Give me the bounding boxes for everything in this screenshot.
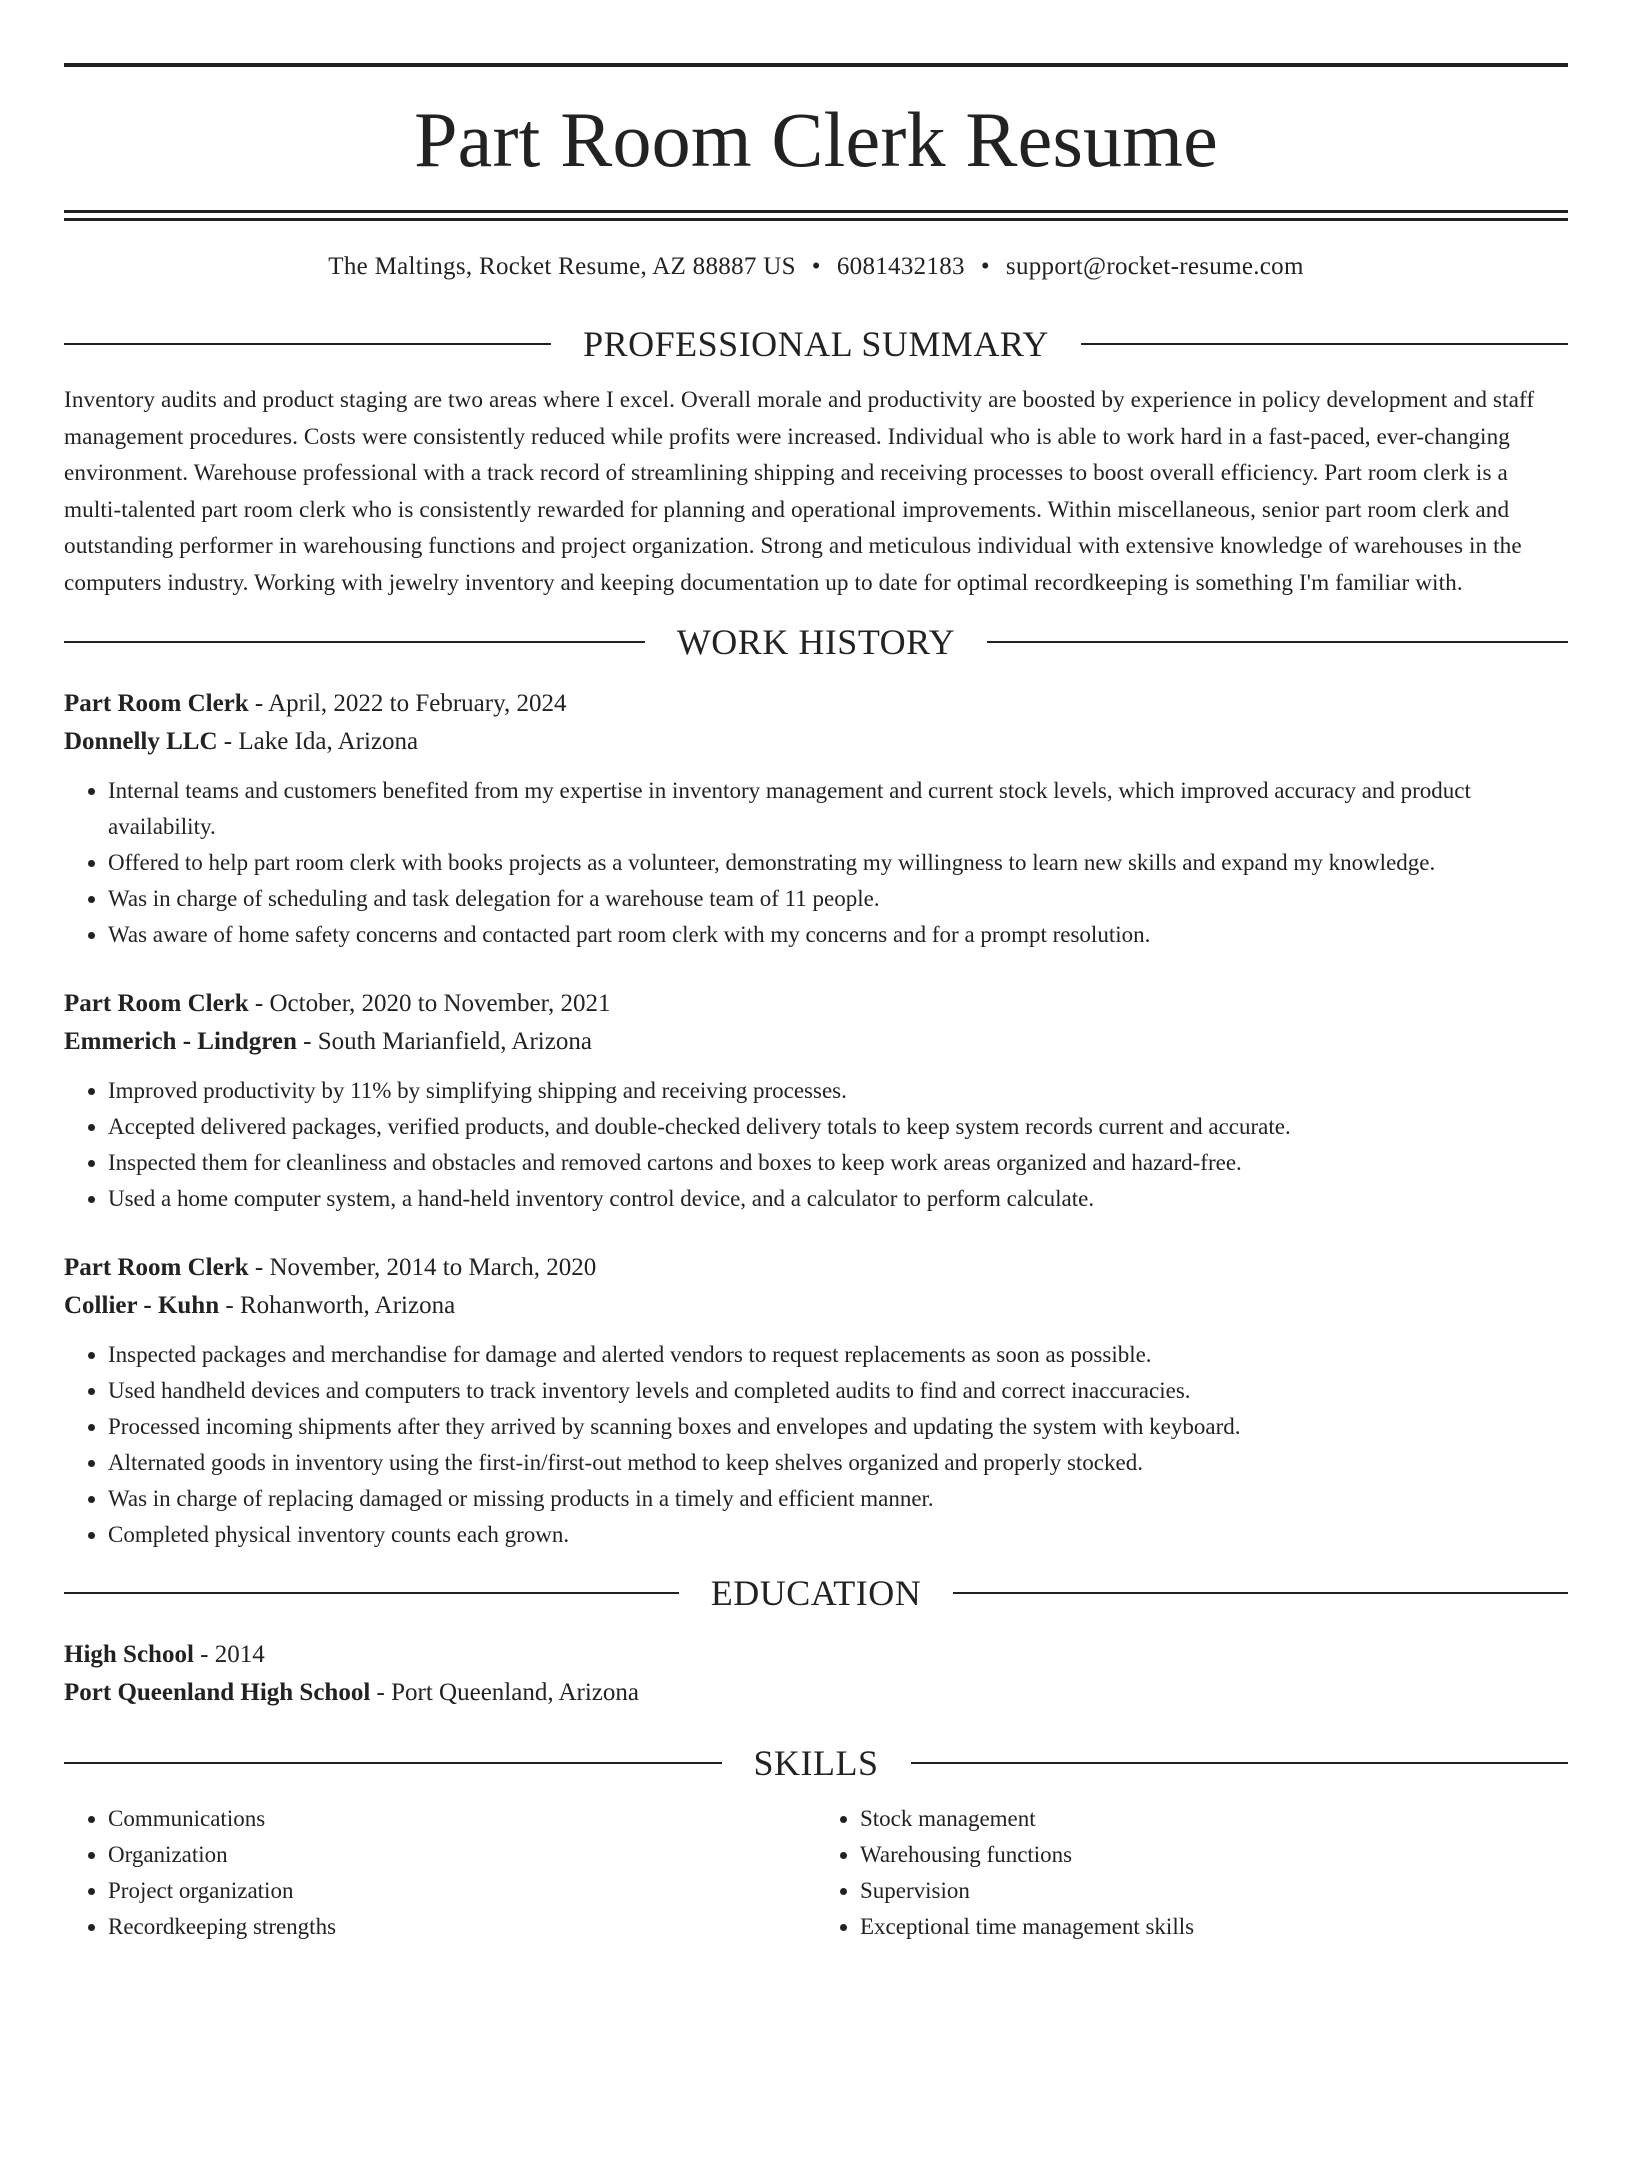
list-item: • Was aware of home safety concerns and contacted part room clerk with my concerns and for a prompt resolution.	[108, 917, 1568, 953]
contact-phone: 6081432183	[836, 253, 965, 280]
top-rule	[64, 63, 1568, 67]
section-header-work	[64, 624, 1568, 660]
summary-text: Inventory audits and product staging are two areas where I excel. Overall morale and productivity are boosted by experience in policy development and staff management procedures. Costs were consistently reduced while profits were increased. Individual who is able to work hard in a fast-paced, ever-changing environment. Warehouse professional with a track record of streamlining shipping and receiving processes to boost overall efficiency. Part room clerk is a multi-talented part room clerk who is consistently rewarded for planning and operational improvements. Within miscellaneous, senior part room clerk and outstanding performer in warehousing functions and project organization. Strong and meticulous individual with extensive knowledge of warehouses in the computers industry. Working with jewelry inventory and keeping documentation up to date for optimal recordkeeping is something I'm familiar with.	[64, 387, 1535, 596]
job-bullets	[64, 1337, 1568, 1553]
contact-separator: •	[811, 253, 821, 280]
page-title: Part Room Clerk Resume	[414, 96, 1218, 183]
list-item: • Stock management	[860, 1801, 1568, 1837]
job-dates: - April, 2022 to February, 2024	[248, 690, 567, 717]
list-item: • Exceptional time management skills	[860, 1909, 1568, 1945]
job-title-line	[64, 1249, 1568, 1287]
section-header-education	[64, 1575, 1568, 1611]
list-item: • Was in charge of scheduling and task delegation for a warehouse team of 11 people.	[108, 881, 1568, 917]
education-location: - Port Queenland, Arizona	[370, 1679, 639, 1706]
section-title: EDUCATION	[710, 1573, 922, 1613]
list-item: • Internal teams and customers benefited from my expertise in inventory management and current stock levels, which improved accuracy and product availability.	[108, 773, 1568, 845]
job-company-line	[64, 1287, 1568, 1325]
title-double-rule	[64, 210, 1568, 221]
section-header-skills	[64, 1745, 1568, 1781]
job-company: Emmerich - Lindgren	[64, 1028, 297, 1055]
section-rule	[64, 343, 551, 345]
job-company-line	[64, 1023, 1568, 1061]
job-company-line	[64, 723, 1568, 761]
education-degree-line	[64, 1636, 1568, 1674]
list-item: • Communications	[108, 1801, 816, 1837]
job-company: Donnelly LLC	[64, 728, 218, 755]
section-rule	[911, 1762, 1569, 1764]
education-entry	[64, 1636, 1568, 1712]
job-entry	[64, 985, 1568, 1217]
job-title: Part Room Clerk	[64, 690, 249, 717]
job-title: Part Room Clerk	[64, 1254, 249, 1281]
section-header-summary	[64, 326, 1568, 362]
list-item: • Completed physical inventory counts each grown.	[108, 1517, 1568, 1553]
contact-email[interactable]: support@rocket-resume.com	[1005, 253, 1304, 280]
job-dates: - November, 2014 to March, 2020	[248, 1254, 597, 1281]
section-rule	[64, 641, 645, 643]
list-item: • Project organization	[108, 1873, 816, 1909]
list-item: • Used handheld devices and computers to track inventory levels and completed audits to find and correct inaccuracies.	[108, 1373, 1568, 1409]
skills-list-right	[816, 1801, 1568, 1945]
education-school-line	[64, 1674, 1568, 1712]
job-location: - Rohanworth, Arizona	[219, 1292, 456, 1319]
list-item: • Was in charge of replacing damaged or missing products in a timely and efficient manner.	[108, 1481, 1568, 1517]
list-item: • Inspected them for cleanliness and obstacles and removed cartons and boxes to keep work areas organized and hazard-free.	[108, 1145, 1568, 1181]
job-location: - South Marianfield, Arizona	[296, 1028, 592, 1055]
job-entry	[64, 685, 1568, 953]
job-company: Collier - Kuhn	[64, 1292, 220, 1319]
job-entry	[64, 1249, 1568, 1553]
section-rule	[987, 641, 1568, 643]
job-bullets	[64, 1073, 1568, 1217]
list-item: • Organization	[108, 1837, 816, 1873]
resume-page	[0, 63, 1632, 2175]
job-dates: - October, 2020 to November, 2021	[248, 990, 611, 1017]
education-school: Port Queenland High School	[64, 1679, 371, 1706]
section-title: WORK HISTORY	[676, 622, 956, 662]
list-item: • Inspected packages and merchandise for damage and alerted vendors to request replacements as soon as possible.	[108, 1337, 1568, 1373]
section-rule	[64, 1592, 679, 1594]
section-title: PROFESSIONAL SUMMARY	[583, 324, 1049, 364]
job-title: Part Room Clerk	[64, 990, 249, 1017]
list-item: • Alternated goods in inventory using the first-in/first-out method to keep shelves organized and properly stocked.	[108, 1445, 1568, 1481]
section-title: SKILLS	[753, 1743, 879, 1783]
list-item: • Recordkeeping strengths	[108, 1909, 816, 1945]
job-bullets	[64, 773, 1568, 953]
contact-address: The Maltings, Rocket Resume, AZ 88887 US	[328, 253, 796, 280]
job-title-line	[64, 685, 1568, 723]
list-item: • Used a home computer system, a hand-held inventory control device, and a calculator to perform calculate.	[108, 1181, 1568, 1217]
contact-separator: •	[980, 253, 990, 280]
work-history	[64, 685, 1568, 1553]
section-rule	[953, 1592, 1568, 1594]
list-item: • Processed incoming shipments after they arrived by scanning boxes and envelopes and updating the system with keyboard.	[108, 1409, 1568, 1445]
list-item: • Improved productivity by 11% by simplifying shipping and receiving processes.	[108, 1073, 1568, 1109]
skills-list-left	[64, 1801, 816, 1945]
list-item: • Warehousing functions	[860, 1837, 1568, 1873]
list-item: • Supervision	[860, 1873, 1568, 1909]
list-item: • Accepted delivered packages, verified products, and double-checked delivery totals to keep system records current and accurate.	[108, 1109, 1568, 1145]
job-location: - Lake Ida, Arizona	[217, 728, 419, 755]
job-title-line	[64, 985, 1568, 1023]
education-degree: High School	[64, 1641, 194, 1668]
contact-line	[64, 254, 1568, 279]
section-rule	[64, 1762, 722, 1764]
section-rule	[1081, 343, 1568, 345]
list-item: • Offered to help part room clerk with books projects as a volunteer, demonstrating my willingness to learn new skills and expand my knowledge.	[108, 845, 1568, 881]
skills-grid	[64, 1801, 1568, 1945]
education-year: - 2014	[193, 1641, 265, 1668]
